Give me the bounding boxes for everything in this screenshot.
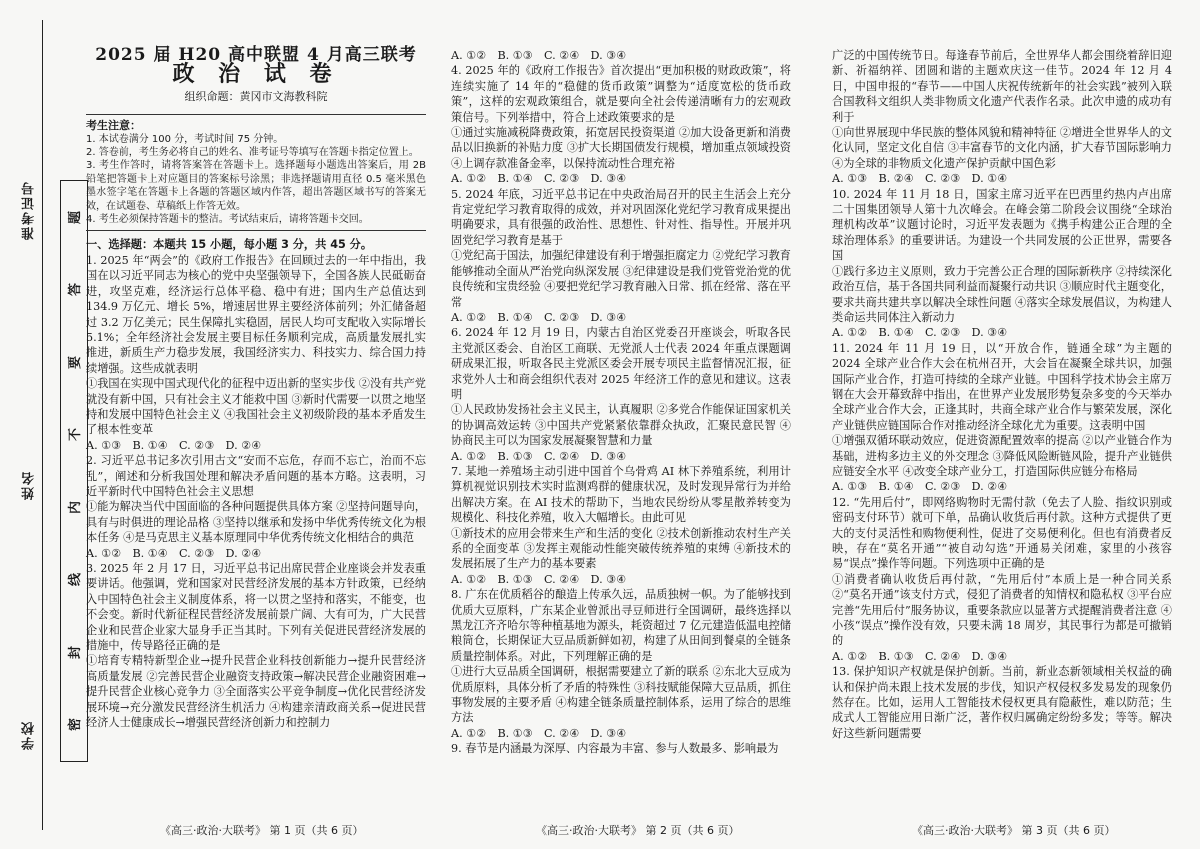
answer-options: A. ①② B. ①③ C. ②④ D. ③④ — [451, 572, 627, 586]
section-heading: 一、选择题：本题共 15 小题，每小题 3 分，共 45 分。 — [86, 238, 373, 252]
name-label: 姓名 — [22, 470, 37, 500]
exam-title: 2025 届 H20 高中联盟 4 月高三联考 — [95, 45, 417, 65]
question-text: 6. 2024 年 12 月 19 日，内蒙古自治区党委召开座谈会，听取各民主党派区委会、自治区工商联、无党派人士代表 2024 年重点课题调研成果汇报，听取各民主党派区委会开展专项民主监督情况汇报，征求党外人士和商会组织代表对 2025 年经济工作的意见和建议。这表明 — [451, 326, 791, 401]
question-choices: ①培育专精特新型企业→提升民营企业科技创新能力→提升民营经济高质量发展 ②完善民营企业融资支持政策→解决民营企业融资困难→提升民营企业核心竞争力 ③全面落实公平竞争制度→优化民营经济发展环境→充分激发民营经济生机活力 ④构建亲清政商关系→促进民营经济人士健康成长→增强民营经济创新力和控制力 — [86, 654, 426, 730]
seal-line-notice — [60, 180, 88, 762]
question-choices: ①向世界展现中华民族的整体风貌和精神特征 ②增进全世界华人的文化认同，坚定文化自信 ③丰富春节的文化内涵，扩大春节国际影响力 ④为全球的非物质文化遗产保护贡献中国色彩 — [832, 126, 1172, 170]
notice-item: 4. 考生必须保持答题卡的整洁。考试结束后，请将答题卡交回。 — [86, 214, 369, 226]
notice-item: 1. 本试卷满分 100 分，考试时间 75 分钟。 — [86, 133, 284, 145]
seal-char: 线 — [68, 573, 84, 587]
binding-strip — [6, 0, 84, 849]
question-text: 7. 某地一养殖场主动引进中国首个乌骨鸡 AI 林下养殖系统，利用计算机视觉识别技术实时监测鸡群的健康状况，及时发现异常行为并给出解决方案。在 AI 技术的帮助下，当地农民纷纷从零星散养转变为规模化、科技化养殖，收入大幅增长。由此可见 — [451, 464, 791, 525]
question-text: 10. 2024 年 11 月 18 日，国家主席习近平在巴西里约热内卢出席二十国集团领导人第十九次峰会。在峰会第二阶段会议围绕“全球治理机构改革”议题讨论时，习近平发表题为《携手构建公正合理的全球治理体系》的重要讲话。为建设一个共同发展的公正世界，需要各国 — [832, 187, 1172, 263]
answer-options: A. ①② B. ①③ C. ②④ D. ③④ — [451, 726, 627, 740]
page-footer-1: 《高三·政治·大联考》 第 1 页（共 6 页） — [160, 824, 364, 837]
column-1 — [86, 45, 426, 730]
question-text: 4. 2025 年的《政府工作报告》首次提出“更加积极的财政政策”，将连续实施了 14 年的“稳健的货币政策”调整为“适度宽松的货币政策”，这样的宏观政策组合，就是要向全社会传递清晰有力的宏观政策信号。下列举措中，符合上述政策要求的是 — [451, 64, 791, 124]
question-choices: ①党纪高于国法，加强纪律建设有利于增强拒腐定力 ②党纪学习教育能够推动全面从严治党向纵深发展 ③纪律建设是我们党管党治党的优良传统和宝贵经验 ④要把党纪学习教育融入日常、抓在经常、落在平常 — [451, 249, 791, 309]
question-text: 11. 2024 年 11 月 19 日，以“开放合作，链通全球”为主题的 2024 全球产业合作大会在杭州召开，大会旨在凝聚全球共识，加强国际产业合作，打造可持续的全球产业链。中国科学技术协会主席万钢在大会开幕致辞中指出，在世界产业发展形势复杂多变的今天举办全球产业合作大会，正逢其时，共商全球产业合作与繁荣发展，深化产业链供应链国际合作对推动经济全球化尤为重要。这表明中国 — [832, 341, 1172, 432]
binding-line — [42, 20, 43, 830]
answer-options: A. ①② B. ①④ C. ②③ D. ③④ — [832, 326, 1008, 340]
notice-head: 考生注意： — [86, 119, 141, 133]
seal-char: 要 — [68, 355, 84, 369]
question-choices: ①增强双循环联动效应，促进资源配置效率的提高 ②以产业链合作为基础，进构多边主义的外交理念 ③降低风险断链风险，提升产业链供应链安全水平 ④改变全球产业分工，打造国际供应链分布格局 — [832, 434, 1172, 478]
question-choices: ①能为解决当代中国面临的各种问题提供具体方案 ②坚持问题导向，具有与时俱进的理论品格 ③坚持以继承和发扬中华优秀传统文化为根本任务 ④是马克思主义基本原理同中华优秀传统文化相结合的典范 — [86, 500, 426, 545]
question-text: 8. 广东在优质稻谷的酿造上传承久远，品质独树一帜。为了能够找到优质大豆原料，广东某企业曾派出寻豆师进行全国调研，最终选择以黑龙江齐齐哈尔等种植基地为源头，耗资超过 7 亿元建造低温电控储粮筒仓，长期保证大豆品质新鲜如初，构建了从田间到餐桌的全链条质量控制体系。对此，下列理解正确的是 — [451, 588, 791, 663]
column-3 — [832, 48, 1172, 741]
question-choices: ①新技术的应用会带来生产和生活的变化 ②技术创新推动农村生产关系的全面变革 ③发挥主观能动性能突破传统养殖的束缚 ④新技术的发展拓展了生产力的基本要素 — [451, 526, 791, 571]
question-text: 5. 2024 年底，习近平总书记在中央政治局召开的民主生活会上充分肯定党纪学习教育取得的成效，并对巩固深化党纪学习教育成果提出明确要求，具有很强的政治性、思想性、针对性、指导性。开展并巩固党纪学习教育是基于 — [451, 187, 791, 247]
question-text: 广泛的中国传统节日。每逢春节前后，全世界华人都会围绕着辞旧迎新、祈福纳祥、团圆和谐的主题欢庆这一佳节。2024 年 12 月 4 日，中国申报的“春节——中国人庆祝传统新年的社会实践”被列入联合国教科文组织人类非物质文化遗产代表作名录。此次申遗的成功有利于 — [832, 49, 1172, 124]
seal-char: 密 — [68, 718, 84, 732]
answer-options: A. ①② B. ①④ C. ②③ D. ③④ — [451, 310, 627, 324]
answer-options: A. ①② B. ①③ C. ②④ D. ③④ — [451, 449, 627, 463]
question-choices: ①消费者确认收货后再付款，“先用后付”本质上是一种合同关系 ②“莫名开通”该支付方式，侵犯了消费者的知情权和隐私权 ③平台应完善“先用后付”服务协议，重要条款应以显著方式提醒消费者注意 ④小孩“误点”操作没有效，只要未满 18 周岁，其民事行为都是可撤销的 — [832, 572, 1172, 648]
answer-options: A. ①② B. ①④ C. ②③ D. ②④ — [86, 546, 262, 560]
notice-item: 2. 答卷前，考生务必将自己的姓名、准考证号等填写在答题卡指定位置上。 — [86, 147, 419, 159]
question-text: 1. 2025 年“两会”的《政府工作报告》在回顾过去的一年中指出，我国在以习近平同志为核心的党中央坚强领导下，全国各族人民砥砺奋进，攻坚克难，经济运行总体平稳、稳中有进；国内生产总值达到 134.9 万亿元、增长 5%，增速居世界主要经济体前列；外汇储备超过 3.2 万亿美元；民生保障扎实稳固，居民人均可支配收入实际增长 5.1%；全年经济社会发展主要目标任务顺利完成，高质量发展扎实推进，新质生产力稳步发展，我国经济实力、科技实力、综合国力持续增强。这些成就表明 — [86, 253, 426, 375]
answer-options: A. ①② B. ①③ C. ②④ D. ③④ — [451, 49, 627, 62]
school-label: 学校 — [22, 720, 37, 750]
answer-options: A. ①③ B. ②④ C. ②③ D. ①④ — [832, 172, 1008, 186]
question-text: 13. 保护知识产权就是保护创新。当前，新业态新领域相关权益的确认和保护尚未跟上技术发展的步伐，知识产权侵权多发易发的现象仍然存在。比如，运用人工智能技术侵权更具有隐蔽性，难以防范；生成式人工智能应用日渐广泛，著作权归属确定纷纷多发；等等。解决好这些新问题需要 — [832, 665, 1172, 740]
question-choices: ①通过实施减税降费政策，拓宽居民投资渠道 ②加大设备更新和消费品以旧换新的补贴力度 ③扩大长期国债发行规模，增加重点领域投资 ④上调存款准备金率，以保持流动性合理充裕 — [451, 126, 791, 170]
seal-char: 封 — [68, 645, 84, 659]
seal-char: 题 — [68, 210, 84, 224]
exam-subject: 政 治 试 卷 — [172, 61, 340, 88]
answer-options: A. ①② B. ①④ C. ②③ D. ③④ — [451, 172, 627, 186]
question-choices: ①践行多边主义原则，致力于完善公正合理的国际新秩序 ②持续深化政治互信，基于各国共同利益而凝聚行动共识 ③顺应时代主题变化，要求共商共建共享以解决全球性问题 ④落实全球发展倡议，为构建人类命运共同体注入新动力 — [832, 264, 1172, 324]
exam-organizer: 组织命题：黄冈市文海教科院 — [184, 89, 328, 103]
question-choices: ①人民政协发扬社会主义民主，认真履职 ②多党合作能保证国家机关的协调高效运转 ③中国共产党紧紧依靠群众执政，汇聚民意民智 ④协商民主可以为国家发展凝聚智慧和力量 — [451, 403, 791, 448]
page-footer-3: 《高三·政治·大联考》 第 3 页（共 6 页） — [912, 824, 1116, 837]
answer-options: A. ①③ B. ①④ C. ②③ D. ②④ — [86, 438, 262, 452]
question-text: 2. 习近平总书记多次引用古文“安而不忘危，存而不忘亡，治而不忘乱”，阐述和分析我国处理和解决矛盾问题的基本方略。这表明，习近平新时代中国特色社会主义思想 — [86, 454, 426, 498]
seal-char: 答 — [68, 283, 84, 297]
question-choices: ①我国在实现中国式现代化的征程中迈出新的坚实步伐 ②没有共产党就没有新中国，只有社会主义才能救中国 ③新时代需要一以贯之地坚持和发展中国特色社会主义 ④我国社会主义初级阶段的基本矛盾发生了根本性变革 — [86, 377, 426, 437]
exam-notice — [86, 114, 426, 231]
answer-options: A. ①② B. ①③ C. ②④ D. ③④ — [832, 649, 1008, 663]
question-text: 3. 2025 年 2 月 17 日，习近平总书记出席民营企业座谈会并发表重要讲话。他强调，党和国家对民营经济发展的基本方针政策，已经纳入中国特色社会主义制度体系，将一以贯之坚持和落实，不能变，也不会变。新时代新征程民营经济发展前景广阔、大有可为，广大民营企业和民营企业家大显身手正当其时。下列有关促进民营经济发展的措施中，传导路径正确的是 — [86, 562, 426, 653]
column-2 — [451, 48, 791, 757]
answer-options: A. ①③ B. ①④ C. ②③ D. ②④ — [832, 480, 1008, 494]
notice-item: 3. 考生作答时，请将答案答在答题卡上。选择题每小题选出答案后，用 2B 铅笔把答题卡上对应题目的答案标号涂黑；非选择题请用直径 0.5 毫米黑色墨水签字笔在答题卡上各题的答题区域内作答，超出答题区域书写的答案无效，在试题卷、草稿纸上作答无效。 — [86, 160, 426, 212]
question-text: 12. “先用后付”，即网络购物时无需付款（免去了人脸、指纹识别或密码支付环节）就可下单，品确认收货后再付款。这种方式提供了更大的支付灵活性和购物便利性，促进了交易便利化。但也有消费者反映，存在“莫名开通”“被自动勾选”开通易关闭难，家里的小孩容易“误点”操作等问题。下列选项中正确的是 — [832, 495, 1172, 571]
page-footer-2: 《高三·政治·大联考》 第 2 页（共 6 页） — [536, 824, 740, 837]
ticket-label: 准考证号 — [22, 180, 37, 240]
question-choices: ①进行大豆品质全国调研，根据需要建立了新的联系 ②东北大豆成为优质原料，具体分析了矛盾的特殊性 ③科技赋能保障大豆品质，抓住事物发展的主要矛盾 ④构建全链条质量控制体系，运用了综合的思维方法 — [451, 665, 791, 725]
seal-char: 不 — [68, 428, 84, 442]
seal-char: 内 — [68, 500, 84, 514]
question-text: 9. 春节是内涵最为深厚、内容最为丰富、参与人数最多、影响最为 — [451, 742, 779, 756]
